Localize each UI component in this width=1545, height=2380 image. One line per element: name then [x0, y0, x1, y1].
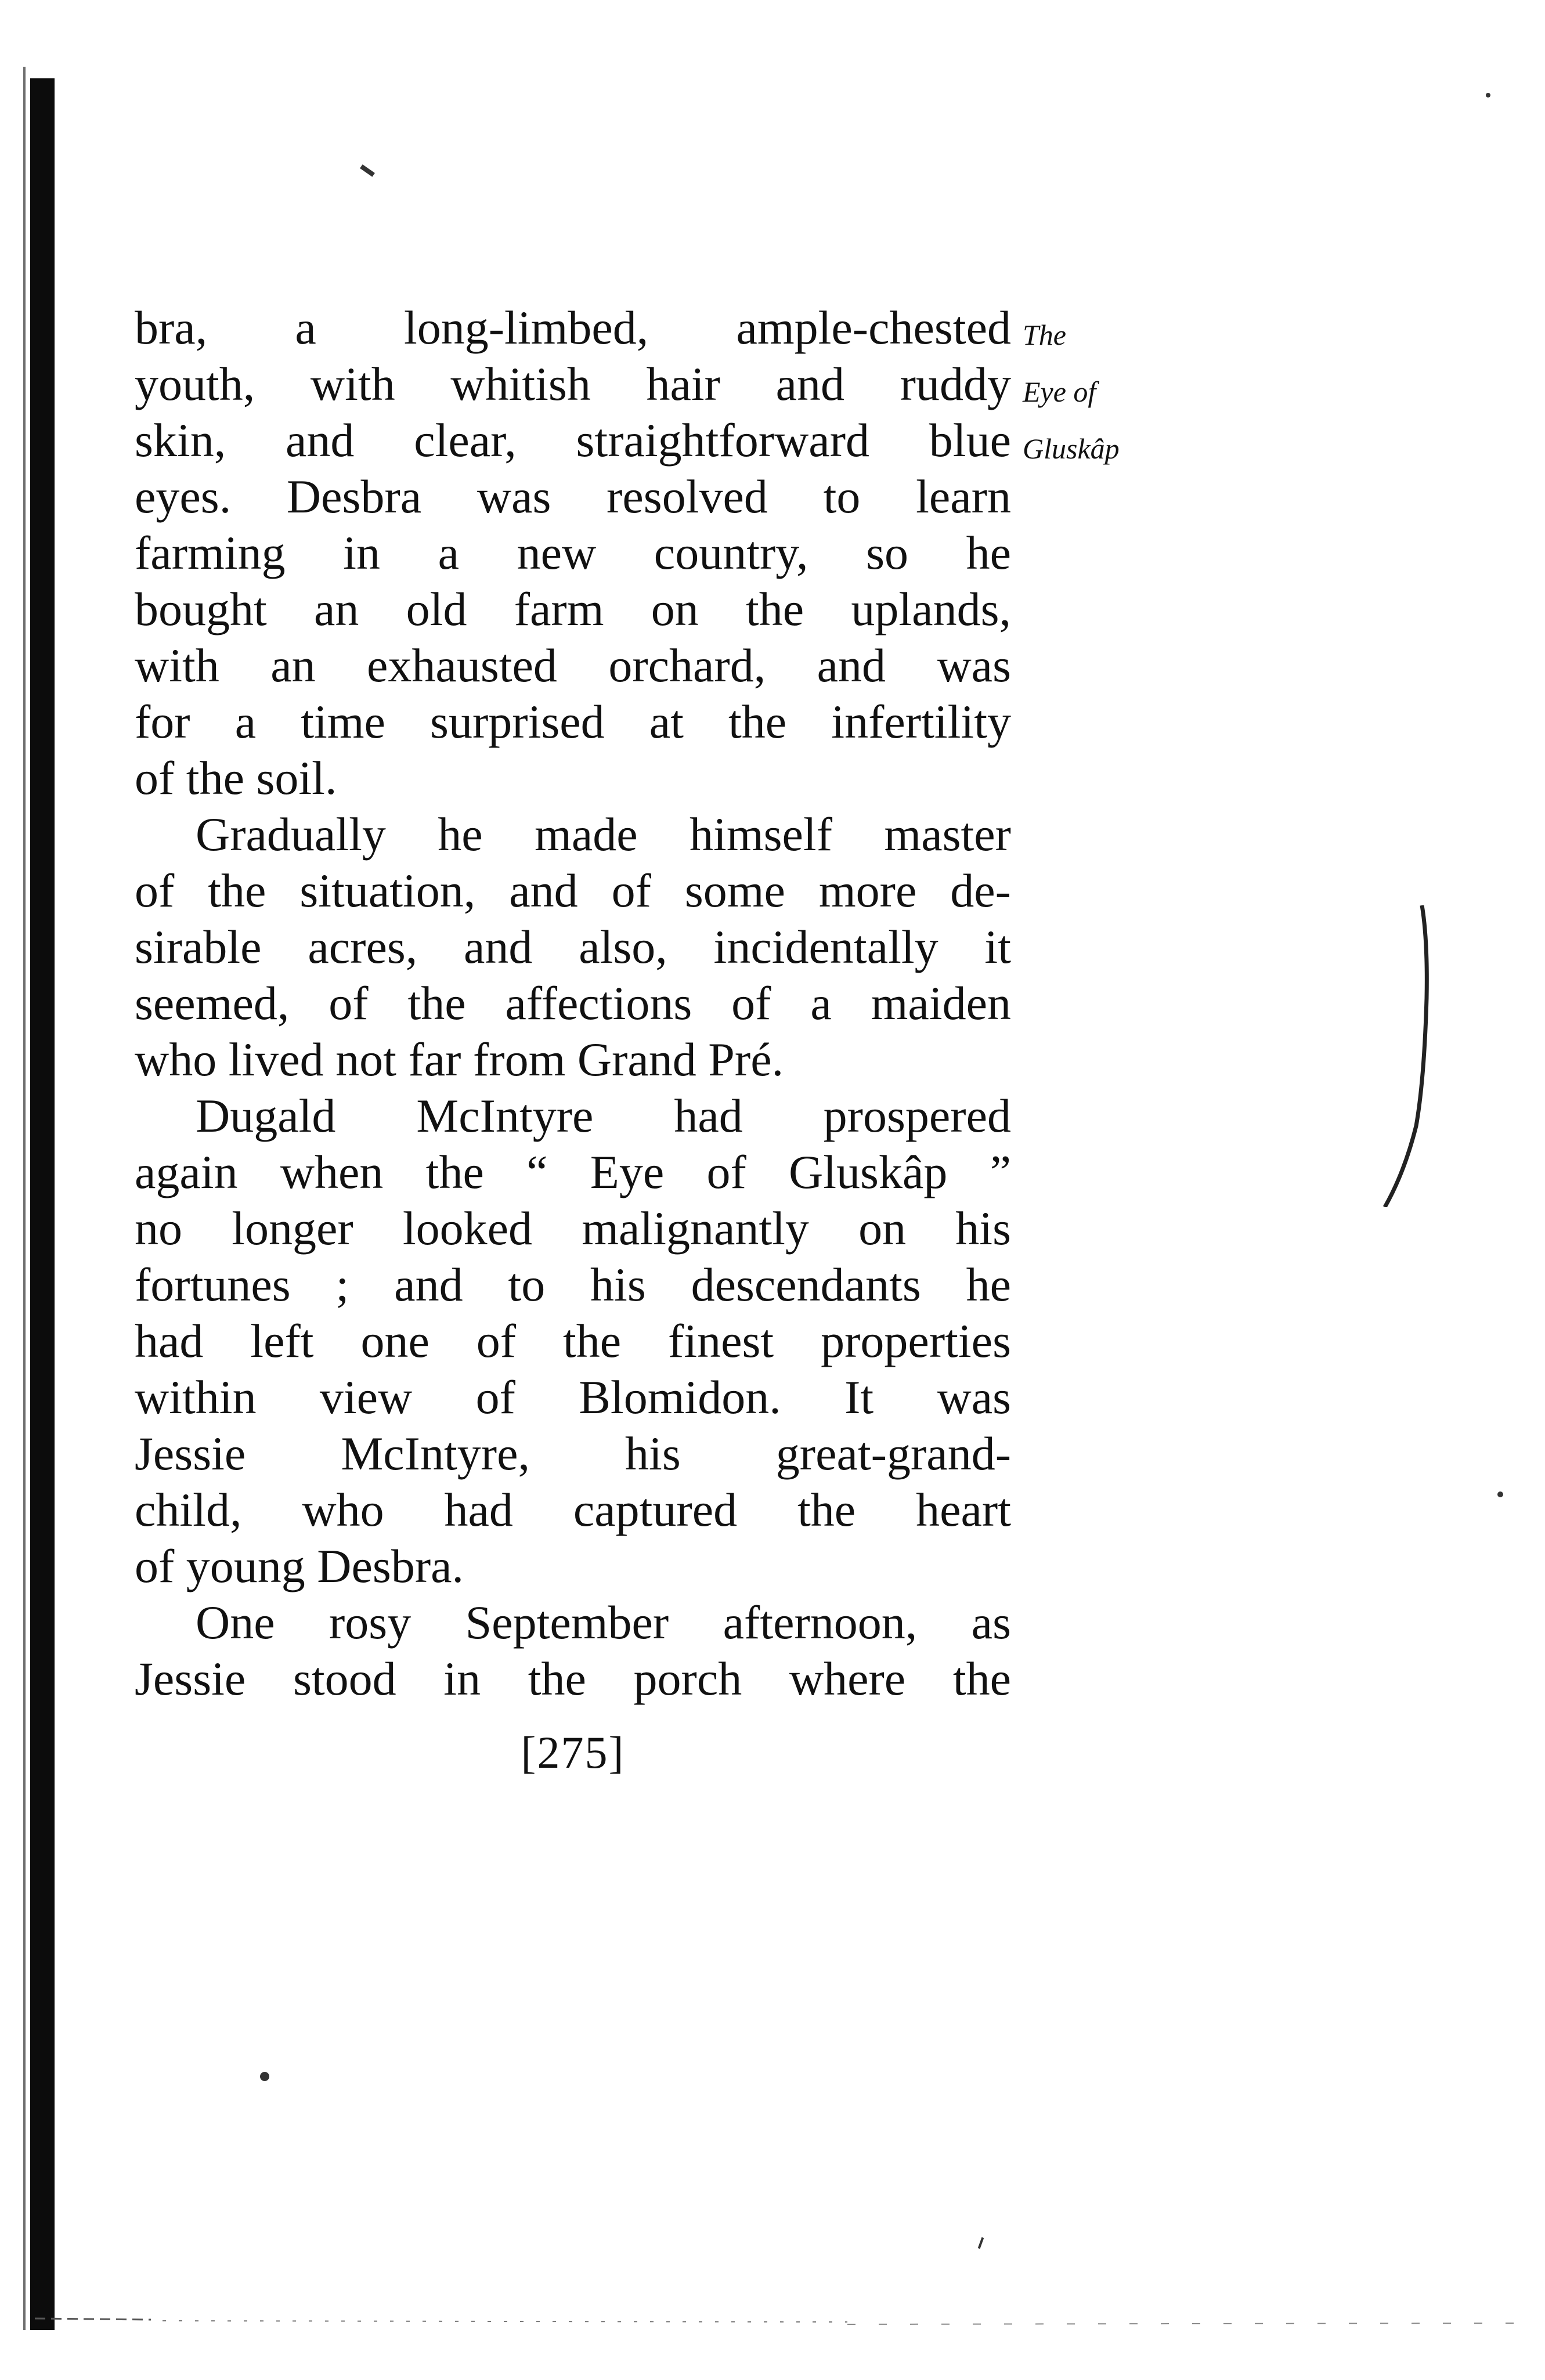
margin-note-line: Gluskâp: [1023, 432, 1120, 465]
text-line: of young Desbra.: [135, 1540, 464, 1592]
text-line: bra, a long-limbed, ample-chested: [135, 301, 1011, 354]
scan-speck: [260, 2072, 269, 2081]
text-line: seemed, of the affections of a maiden: [135, 977, 1011, 1030]
text-line: no longer looked malignantly on his: [135, 1202, 1011, 1255]
margin-note: [1023, 306, 1174, 477]
text-line: with an exhausted orchard, and was: [135, 639, 1011, 692]
scan-edge-noise: [35, 2307, 1521, 2342]
scan-speck: [360, 164, 375, 176]
text-line: farming in a new country, so he: [135, 526, 1011, 579]
text-line: child, who had captured the heart: [135, 1483, 1011, 1536]
text-line: had left one of the finest properties: [135, 1314, 1011, 1367]
scan-speck: [1486, 93, 1490, 97]
paragraph-start-line: One rosy September afternoon, as: [196, 1596, 1011, 1649]
scan-speck: [1497, 1491, 1503, 1497]
text-line: youth, with whitish hair and ruddy: [135, 357, 1011, 410]
text-line: bought an old farm on the uplands,: [135, 583, 1011, 635]
binding-shadow: [30, 78, 55, 2330]
text-line: who lived not far from Grand Pré.: [135, 1033, 784, 1086]
text-line: fortunes ; and to his descendants he: [135, 1258, 1011, 1311]
paragraph-start-line: Gradually he made himself master: [196, 808, 1011, 861]
text-line: Jessie McIntyre, his great-grand-: [135, 1427, 1011, 1480]
text-line: eyes. Desbra was resolved to learn: [135, 470, 1011, 523]
margin-note-line: Eye of: [1023, 375, 1096, 408]
scan-speck: [978, 2237, 984, 2249]
text-line: within view of Blomidon. It was: [135, 1371, 1011, 1424]
text-line: again when the “ Eye of Gluskâp ”: [135, 1146, 1011, 1198]
text-line: sirable acres, and also, incidentally it: [135, 920, 1011, 973]
text-line: of the soil.: [135, 752, 337, 804]
pencil-bracket-mark: [1381, 905, 1451, 1207]
text-line: skin, and clear, straightforward blue: [135, 414, 1011, 467]
margin-note-line: The: [1023, 319, 1066, 351]
paragraph-start-line: Dugald McIntyre had prospered: [196, 1089, 1011, 1142]
text-line: for a time surprised at the infertility: [135, 695, 1011, 748]
text-line: Jessie stood in the porch where the: [135, 1652, 1011, 1705]
scan-edge-line: [23, 67, 26, 2330]
page-number: [275]: [521, 1727, 625, 1778]
text-line: of the situation, and of some more de-: [135, 864, 1011, 917]
